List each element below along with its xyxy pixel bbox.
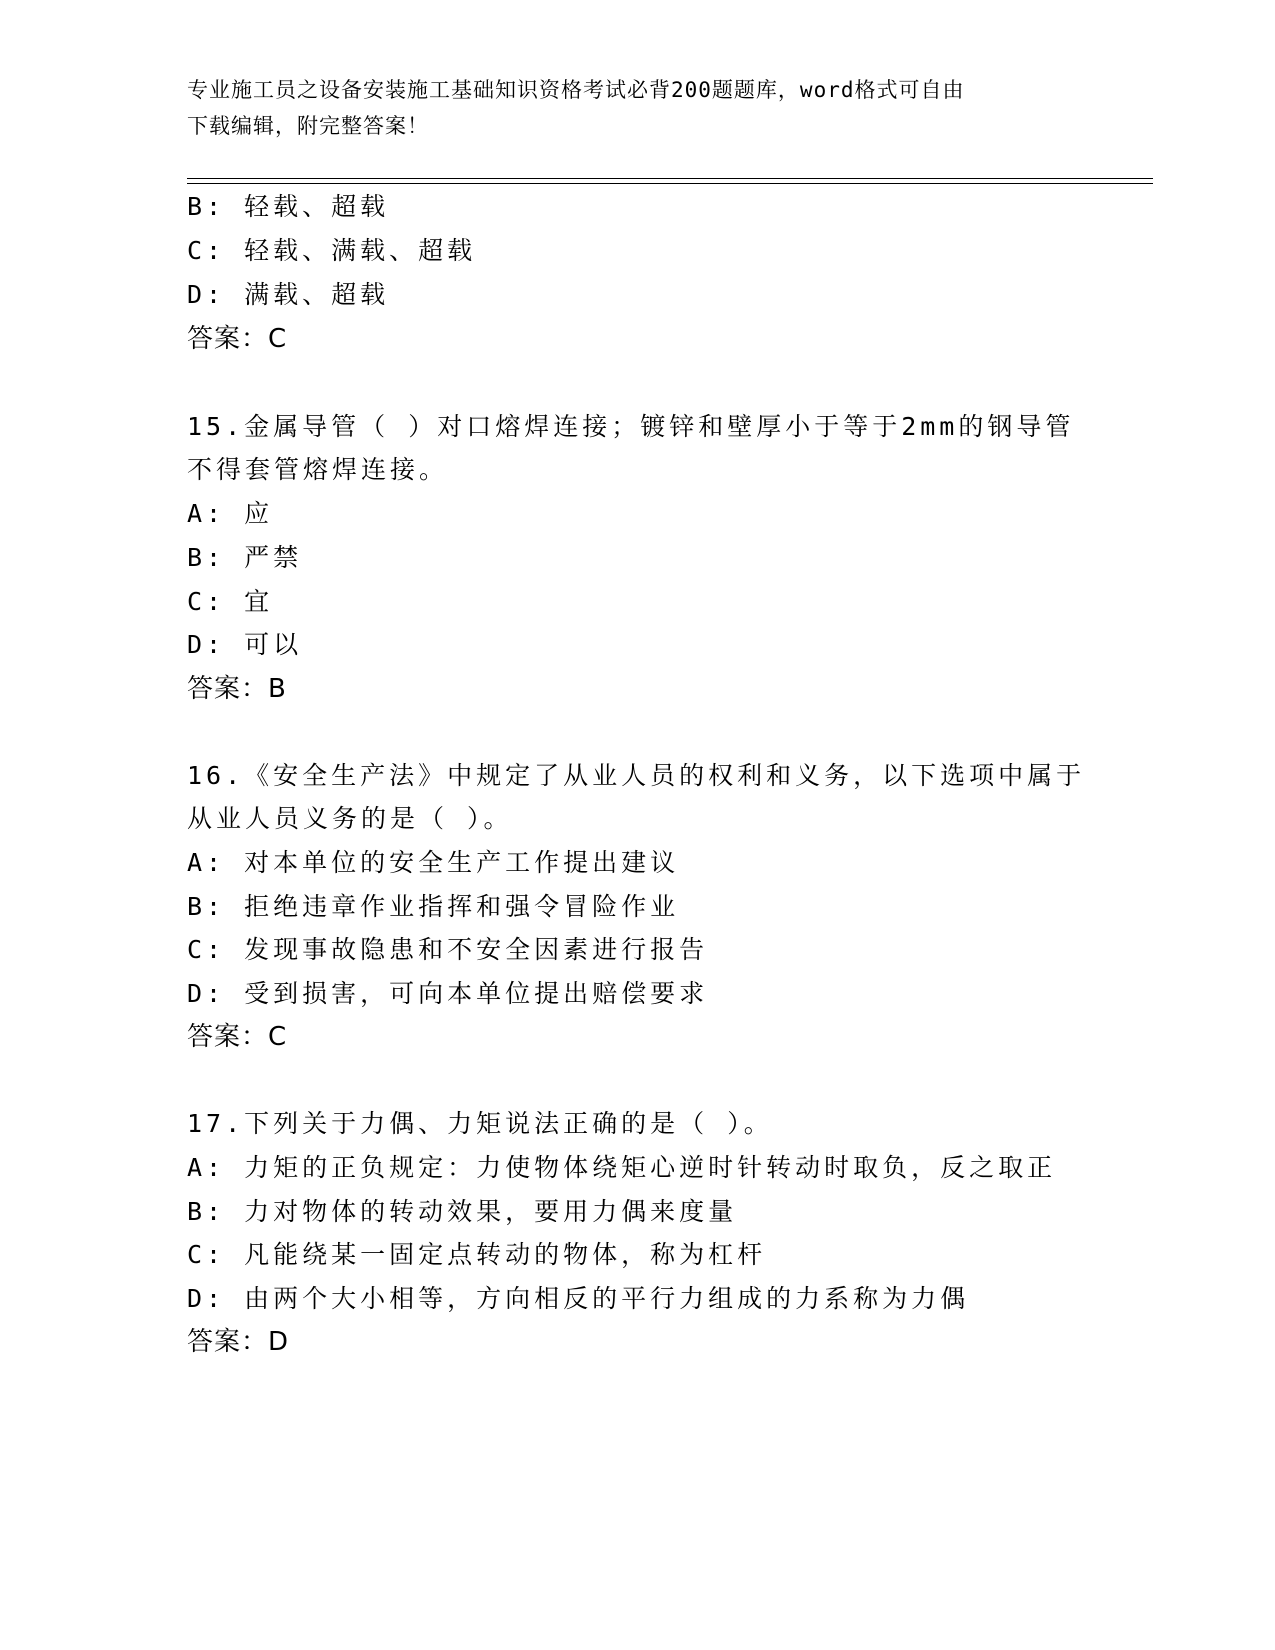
q17-option-a: A: 力矩的正负规定：力使物体绕矩心逆时针转动时取负，反之取正 xyxy=(187,1153,1057,1182)
q16-option-b: B: 拒绝违章作业指挥和强令冒险作业 xyxy=(187,892,680,921)
q16-option-a: A: 对本单位的安全生产工作提出建议 xyxy=(187,848,680,877)
q15-stem-line-1: 15.金属导管（ ）对口熔焊连接；镀锌和壁厚小于等于2mm的钢导管 xyxy=(187,412,1075,441)
q17-option-c: C: 凡能绕某一固定点转动的物体，称为杠杆 xyxy=(187,1240,767,1269)
q15-option-a: A: 应 xyxy=(187,499,274,528)
q16-option-d: D: 受到损害，可向本单位提出赔偿要求 xyxy=(187,979,709,1008)
q14-answer: 答案：C xyxy=(187,324,288,354)
q16-stem-line-2: 从业人员义务的是（ ）。 xyxy=(187,804,513,833)
q17-answer: 答案：D xyxy=(187,1327,290,1357)
q15-option-d: D: 可以 xyxy=(187,630,303,659)
q17-option-b: B: 力对物体的转动效果，要用力偶来度量 xyxy=(187,1197,738,1226)
q16-option-c: C: 发现事故隐患和不安全因素进行报告 xyxy=(187,935,709,964)
q15-option-b: B: 严禁 xyxy=(187,543,303,572)
q16-stem-line-1: 16.《安全生产法》中规定了从业人员的权利和义务，以下选项中属于 xyxy=(187,761,1086,790)
header-line-1: 专业施工员之设备安装施工基础知识资格考试必背200题题库，word格式可自由 xyxy=(187,78,965,102)
q17-stem-line-1: 17.下列关于力偶、力矩说法正确的是（ ）。 xyxy=(187,1109,773,1138)
q15-stem-line-2: 不得套管熔焊连接。 xyxy=(187,455,449,484)
header-line-2: 下载编辑，附完整答案！ xyxy=(187,114,429,138)
q15-option-c: C: 宜 xyxy=(187,587,274,616)
q15-answer: 答案：B xyxy=(187,674,287,704)
header-rule-top xyxy=(187,178,1153,179)
q17-option-d: D: 由两个大小相等，方向相反的平行力组成的力系称为力偶 xyxy=(187,1284,970,1313)
q16-answer: 答案：C xyxy=(187,1022,288,1052)
q14-option-b: B: 轻载、超载 xyxy=(187,192,390,221)
header-rule-bottom xyxy=(187,183,1153,184)
document-header xyxy=(187,72,1067,144)
q14-option-d: D: 满载、超载 xyxy=(187,280,390,309)
q14-option-c: C: 轻载、满载、超载 xyxy=(187,236,477,265)
